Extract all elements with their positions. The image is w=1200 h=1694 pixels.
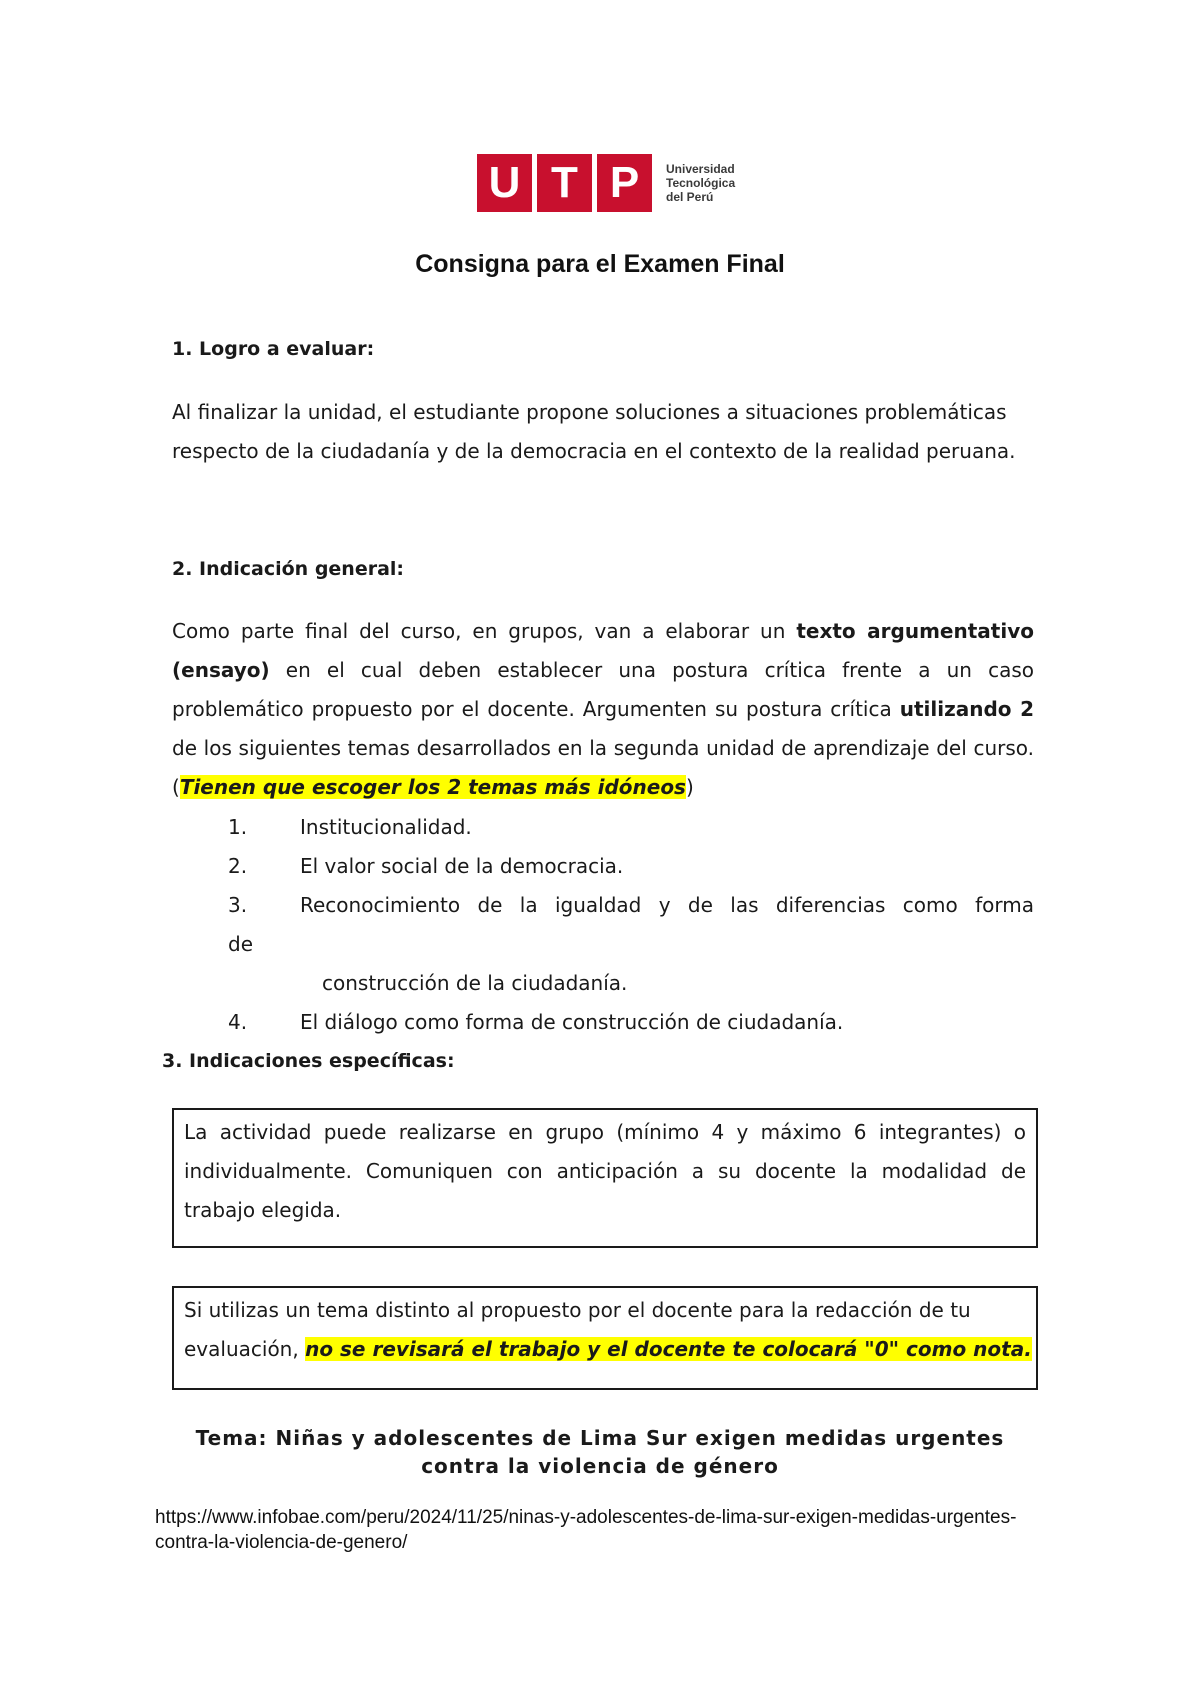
article-link[interactable]: https://www.infobae.com/peru/2024/11/25/ninas-y-adolescentes-de-lima-sur-exigen-medidas-urgentes-contra-la-violencia-de-genero/ xyxy=(155,1507,1017,1553)
logo-letter-t: T xyxy=(537,154,592,212)
section-1-text: Al finalizar la unidad, el estudiante propone soluciones a situaciones problemáticas respecto de la ciudadanía y de la democracia en el contexto de la realidad peruana. xyxy=(172,400,1016,463)
logo-line-3: del Perú xyxy=(666,190,714,204)
list-item-text: El diálogo como forma de construcción de ciudadanía. xyxy=(300,1010,844,1034)
logo-letter-u: U xyxy=(477,154,532,212)
list-item-text: Reconocimiento de la igualdad y de las diferencias como forma xyxy=(300,893,1034,917)
page-title: Consigna para el Examen Final xyxy=(415,250,785,278)
utp-logo xyxy=(477,152,737,214)
theme-heading xyxy=(160,1424,1040,1480)
section-2-paragraph xyxy=(172,612,1034,807)
list-item-text: El valor social de la democracia. xyxy=(300,854,624,878)
warning-box xyxy=(172,1286,1038,1390)
logo-line-2: Tecnológica xyxy=(666,176,736,190)
section-2-text-3: de los siguientes temas desarrollados en la segunda unidad de aprendizaje del curso. ( xyxy=(172,736,1034,799)
list-item-number: 2. xyxy=(228,854,248,878)
section-2-text-2: en el cual deben establecer una postura crítica frente a un caso problemático propuesto por el docente. Argumenten su postura crítica xyxy=(172,658,1034,721)
theme-line-1: Tema: Niñas y adolescentes de Lima Sur exigen medidas urgentes xyxy=(195,1426,1005,1450)
info-box-group-text: La actividad puede realizarse en grupo (mínimo 4 y máximo 6 integrantes) o individualmente. Comuniquen con anticipación a su docente la modalidad de trabajo elegida. xyxy=(184,1120,1026,1222)
section-2-text-4: ) xyxy=(685,775,694,799)
info-box-group xyxy=(172,1108,1038,1248)
section-2-bold-2: utilizando 2 xyxy=(899,697,1034,721)
list-item-wrap: de xyxy=(228,932,253,956)
section-3-heading: 3. Indicaciones específicas: xyxy=(162,1050,455,1072)
list-item-number: 3. xyxy=(228,893,248,917)
warning-highlight: no se revisará el trabajo y el docente te colocará "0" como nota. xyxy=(305,1337,1032,1361)
list-item-continuation: construcción de la ciudadanía. xyxy=(322,971,628,995)
section-2-heading: 2. Indicación general: xyxy=(172,558,405,580)
section-2-bold-1: texto argumentativo (ensayo) xyxy=(172,619,1034,682)
list-item-number: 1. xyxy=(228,815,248,839)
section-2-highlight: Tienen que escoger los 2 temas más idóneos xyxy=(179,775,686,799)
logo-wordmark xyxy=(666,162,735,204)
list-item-text: Institucionalidad. xyxy=(300,815,472,839)
warning-text: Si utilizas un tema distinto al propuesto por el docente para la redacción de tu evaluación, xyxy=(184,1298,971,1361)
section-1-heading: 1. Logro a evaluar: xyxy=(172,338,375,360)
section-2-text-1: Como parte final del curso, en grupos, van a elaborar un xyxy=(172,619,797,643)
theme-line-2: contra la violencia de género xyxy=(421,1454,779,1478)
logo-line-1: Universidad xyxy=(666,162,735,176)
warning-box-text xyxy=(184,1291,1032,1369)
logo-letter-p: P xyxy=(597,154,652,212)
list-item-number: 4. xyxy=(228,1010,248,1034)
